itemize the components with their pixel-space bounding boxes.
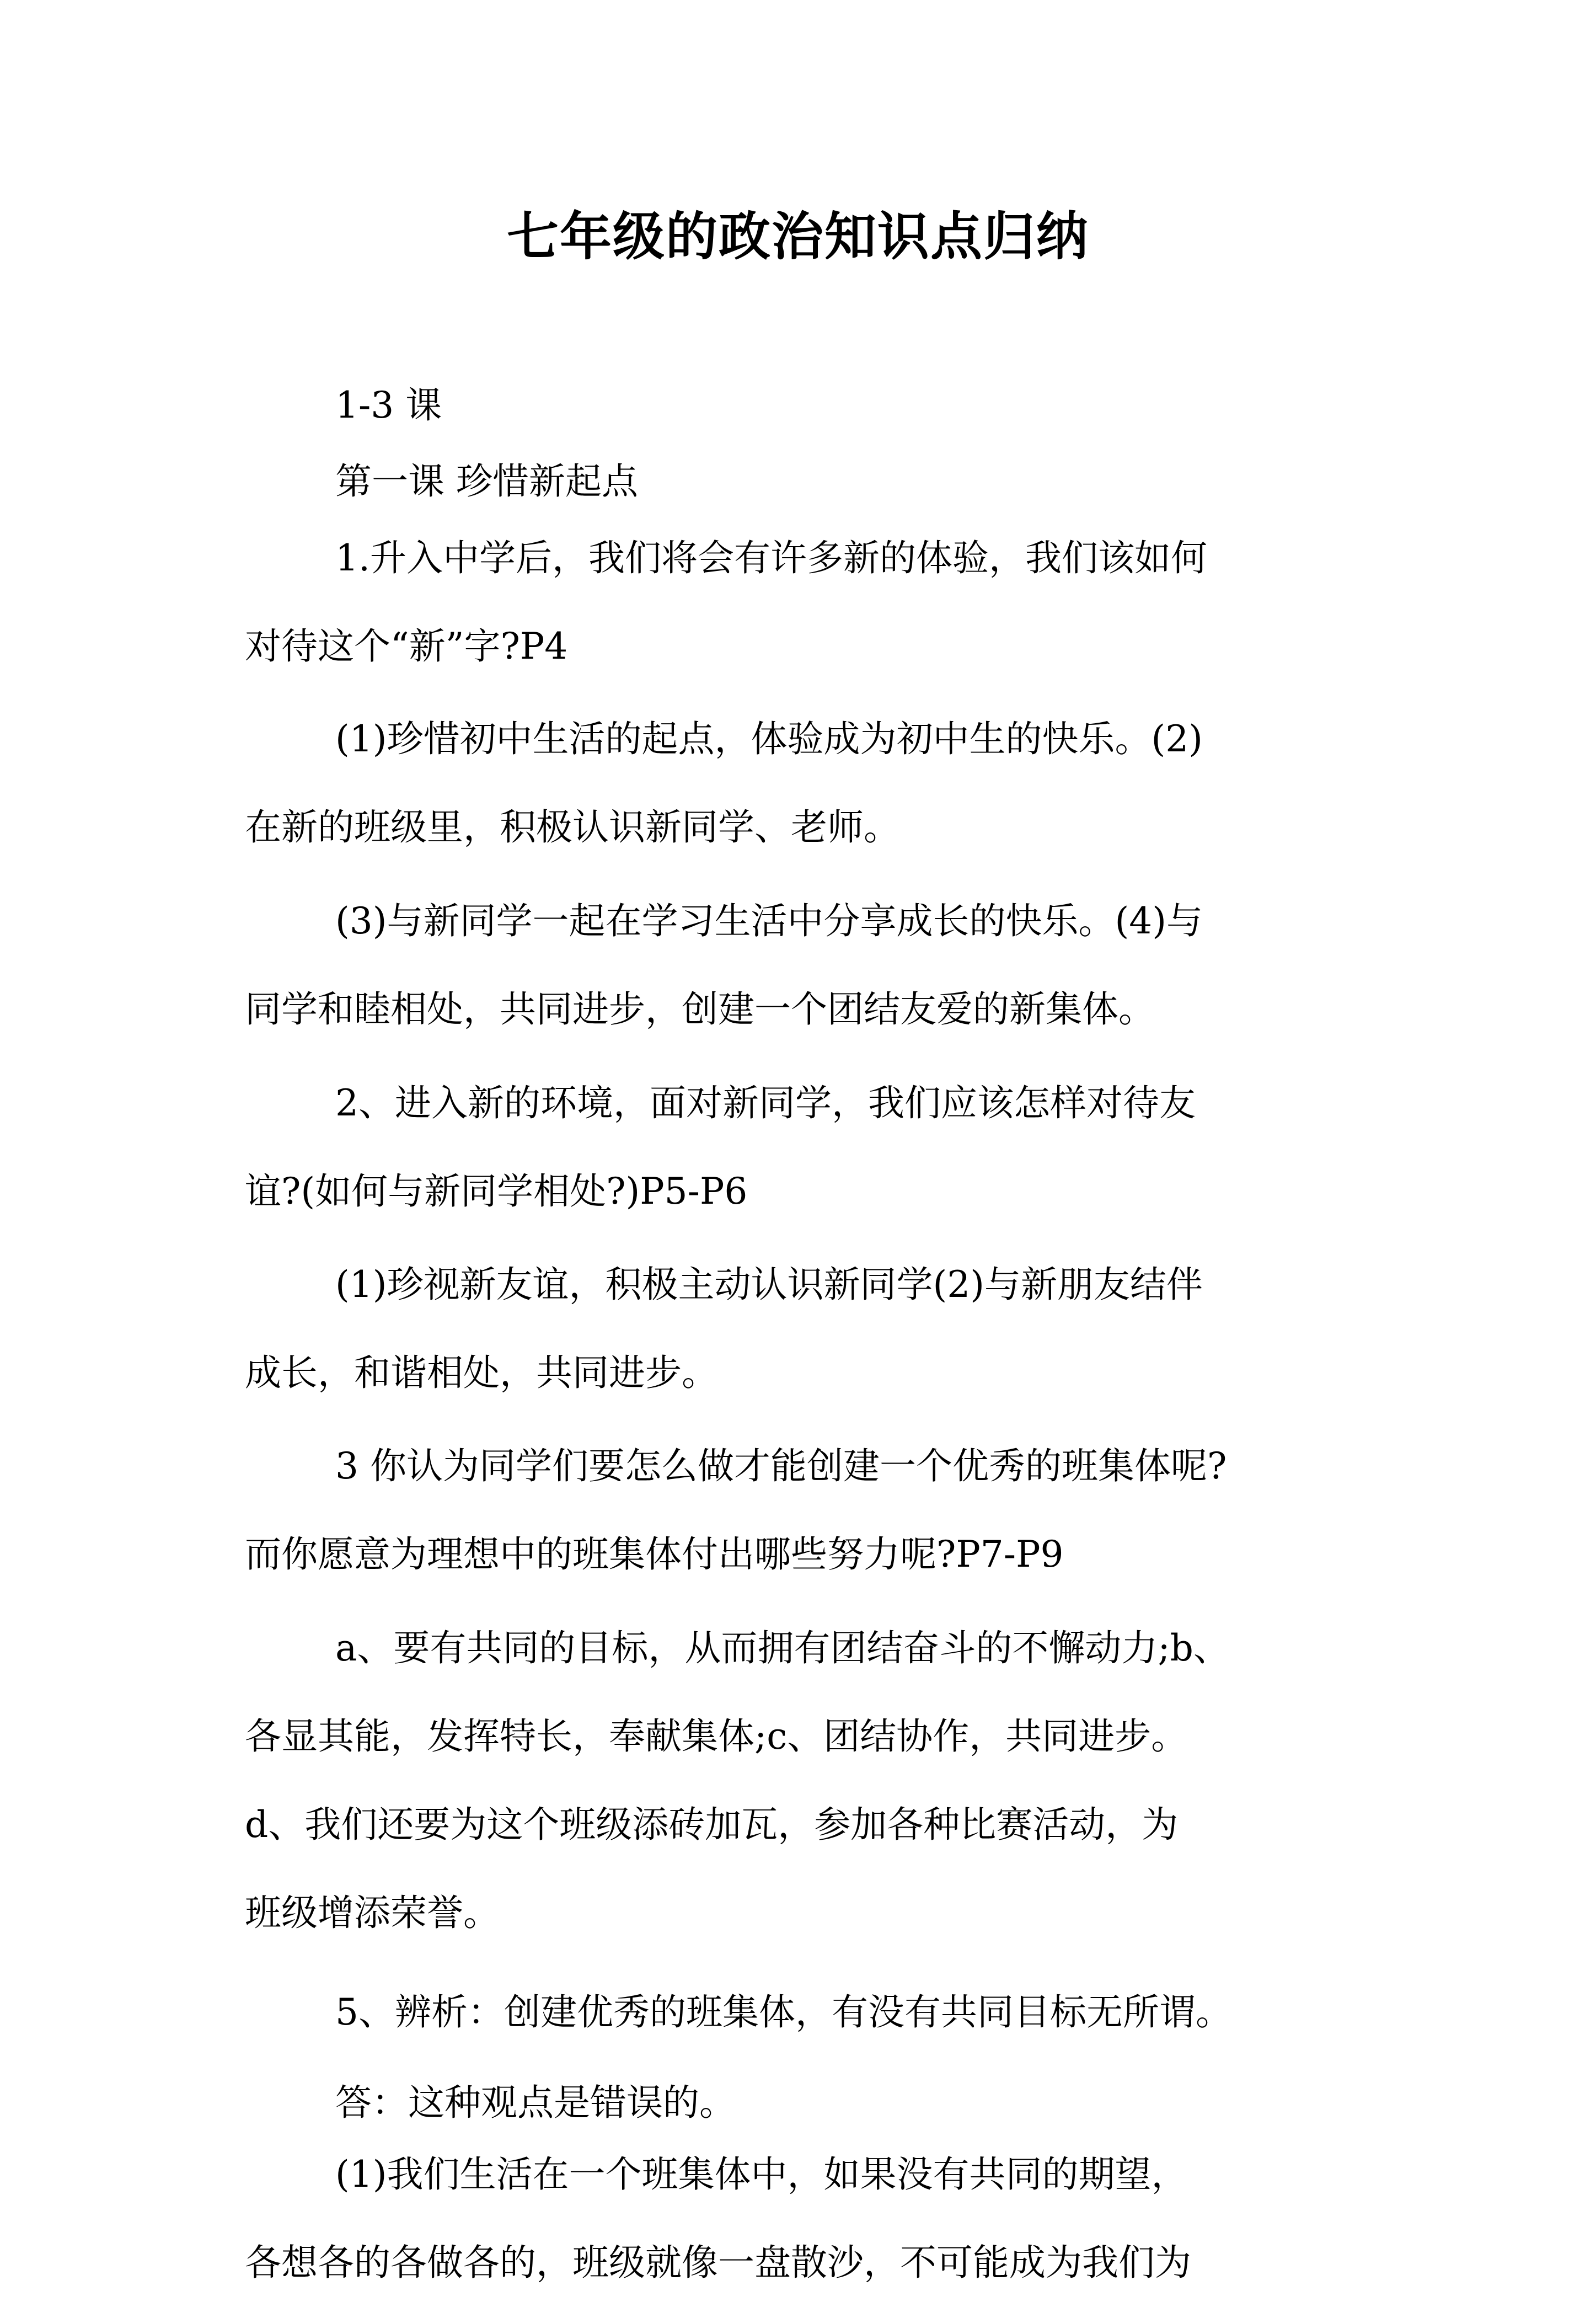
paragraph-line: 各想各的各做各的，班级就像一盘散沙，不可能成为我们为: [245, 2241, 1191, 2284]
document-title: 七年级的政治知识点归纳: [506, 207, 1089, 267]
paragraph-line: 对待这个“新”字?P4: [245, 625, 568, 667]
answer-paragraph: [245, 1241, 1370, 1417]
paragraph-line: (1)珍惜初中生活的起点，体验成为初中生的快乐。(2): [335, 718, 1203, 760]
paragraph-line: 5、辨析：创建优秀的班集体，有没有共同目标无所谓。: [335, 1991, 1232, 2033]
paragraph-line: 1.升入中学后，我们将会有许多新的体验，我们该如何: [335, 537, 1207, 579]
paragraph-line: (1)我们生活在一个班集体中，如果没有共同的期望，: [335, 2153, 1188, 2196]
paragraph-line: d、我们还要为这个班级添砖加瓦，参加各种比赛活动，为: [245, 1803, 1179, 1846]
paragraph-line: 各显其能，发挥特长，奉献集体;c、团结协作，共同进步。: [245, 1715, 1188, 1758]
paragraph-line: 3 你认为同学们要怎么做才能创建一个优秀的班集体呢?: [335, 1445, 1227, 1487]
question-paragraph: [245, 514, 1370, 691]
paragraph-line: 在新的班级里，积极认识新同学、老师。: [245, 806, 900, 848]
answer-paragraph: [245, 695, 1370, 872]
answer-paragraph: [245, 1604, 1370, 1957]
question-paragraph: [245, 1422, 1370, 1599]
paragraph-line: 同学和睦相处，共同进步，创建一个团结友爱的新集体。: [245, 988, 1155, 1030]
paragraph-line: 第一课 珍惜新起点: [335, 460, 638, 503]
answer-paragraph: [245, 2130, 1370, 2307]
paragraph-line: 而你愿意为理想中的班集体付出哪些努力呢?P7-P9: [245, 1533, 1064, 1576]
paragraph-line: 成长，和谐相处，共同进步。: [245, 1352, 718, 1394]
paragraph-line: 谊?(如何与新同学相处?)P5-P6: [245, 1170, 748, 1213]
question-paragraph: [245, 1968, 1370, 2057]
paragraph-line: 班级增添荣誉。: [245, 1892, 500, 1934]
paragraph-line: 答：这种观点是错误的。: [335, 2081, 736, 2124]
answer-paragraph: [245, 877, 1370, 1054]
section-heading: [245, 437, 1370, 526]
paragraph-line: 1-3 课: [335, 384, 442, 426]
paragraph-line: (3)与新同学一起在学习生活中分享成长的快乐。(4)与: [335, 900, 1203, 942]
question-paragraph: [245, 1059, 1370, 1236]
paragraph-line: (1)珍视新友谊，积极主动认识新同学(2)与新朋友结伴: [335, 1263, 1203, 1306]
paragraph-line: a、要有共同的目标，从而拥有团结奋斗的不懈动力;b、: [335, 1627, 1230, 1669]
paragraph-line: 2、进入新的环境，面对新同学，我们应该怎样对待友: [335, 1082, 1196, 1124]
paragraph: [245, 361, 1370, 450]
